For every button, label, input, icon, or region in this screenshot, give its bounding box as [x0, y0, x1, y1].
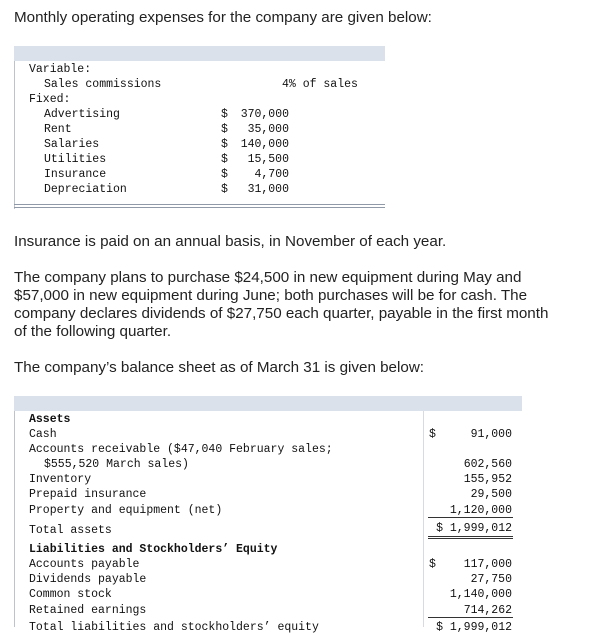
fixed-item-dollar: $ — [221, 138, 228, 151]
total-assets-label: Total assets — [29, 524, 112, 537]
variable-label: Variable: — [29, 63, 92, 76]
accounts-receivable-label: Accounts receivable ($47,040 February sales; — [29, 443, 333, 456]
fixed-item-dollar: $ — [221, 153, 228, 166]
fixed-item-value: 31,000 — [247, 183, 289, 196]
inventory-label: Inventory — [29, 473, 92, 486]
prepaid-insurance-label: Prepaid insurance — [29, 488, 147, 501]
dividends-payable-label: Dividends payable — [29, 573, 147, 586]
accounts-receivable-label-cont: $555,520 March sales) — [44, 458, 189, 471]
balance-table-header-bar — [14, 396, 522, 411]
cash-dollar: $ — [429, 428, 436, 441]
subtotal-rule — [428, 517, 513, 518]
fixed-label: Fixed: — [29, 93, 71, 106]
fixed-item-advertising: Advertising — [44, 108, 120, 121]
sales-commissions-label: Sales commissions — [44, 78, 162, 91]
dividends-payable-value: 27,750 — [470, 573, 512, 586]
fixed-item-dollar: $ — [221, 168, 228, 181]
fixed-item-value: 140,000 — [240, 138, 289, 151]
expense-table-bottom-rule — [14, 204, 385, 205]
fixed-item-value: 4,700 — [254, 168, 289, 181]
property-equipment-value: 1,120,000 — [449, 504, 512, 517]
balance-table-border — [14, 411, 15, 627]
expense-table-border — [14, 61, 15, 209]
fixed-item-insurance: Insurance — [44, 168, 107, 181]
fixed-item-rent: Rent — [44, 123, 72, 136]
fixed-item-value: 35,000 — [247, 123, 289, 136]
accounts-payable-value: 117,000 — [463, 558, 512, 571]
prepaid-insurance-value: 29,500 — [470, 488, 512, 501]
accounts-payable-dollar: $ — [429, 558, 436, 571]
fixed-item-salaries: Salaries — [44, 138, 100, 151]
total-liabilities-label: Total liabilities and stockholders’ equity — [29, 621, 319, 634]
expense-table-header-bar — [14, 46, 385, 61]
equipment-note: The company plans to purchase $24,500 in new equipment during May and $57,000 in new equipment during June; both purchases will be for cash. The company declares dividends of $27,750 each quarter, payable in the first month of the following quarter. — [14, 269, 549, 340]
retained-earnings-value: 714,262 — [463, 604, 512, 617]
fixed-item-dollar: $ — [221, 123, 228, 136]
total-assets-value: $ 1,999,012 — [436, 522, 512, 535]
balance-value-column-border — [423, 411, 424, 627]
sales-commissions-value: 4% of sales — [282, 78, 358, 91]
total-assets-double-rule — [428, 536, 513, 539]
retained-earnings-label: Retained earnings — [29, 604, 147, 617]
cash-value: 91,000 — [470, 428, 512, 441]
expense-table-bottom-rule2 — [14, 207, 385, 208]
fixed-item-dollar: $ — [221, 108, 228, 121]
fixed-item-dollar: $ — [221, 183, 228, 196]
accounts-payable-label: Accounts payable — [29, 558, 140, 571]
common-stock-label: Common stock — [29, 588, 112, 601]
common-stock-value: 1,140,000 — [449, 588, 512, 601]
assets-heading: Assets — [29, 413, 71, 426]
fixed-item-value: 370,000 — [240, 108, 289, 121]
total-liabilities-value: $ 1,999,012 — [436, 621, 512, 634]
insurance-note: Insurance is paid on an annual basis, in November of each year. — [14, 233, 447, 250]
intro-text: Monthly operating expenses for the company are given below: — [14, 9, 432, 26]
accounts-receivable-value: 602,560 — [463, 458, 512, 471]
fixed-item-value: 15,500 — [247, 153, 289, 166]
subtotal-rule — [428, 617, 513, 618]
cash-label: Cash — [29, 428, 57, 441]
fixed-item-depreciation: Depreciation — [44, 183, 127, 196]
fixed-item-utilities: Utilities — [44, 153, 107, 166]
inventory-value: 155,952 — [463, 473, 512, 486]
balance-intro: The company’s balance sheet as of March 31 is given below: — [14, 359, 425, 376]
liabilities-heading: Liabilities and Stockholders’ Equity — [29, 543, 278, 556]
property-equipment-label: Property and equipment (net) — [29, 504, 223, 517]
